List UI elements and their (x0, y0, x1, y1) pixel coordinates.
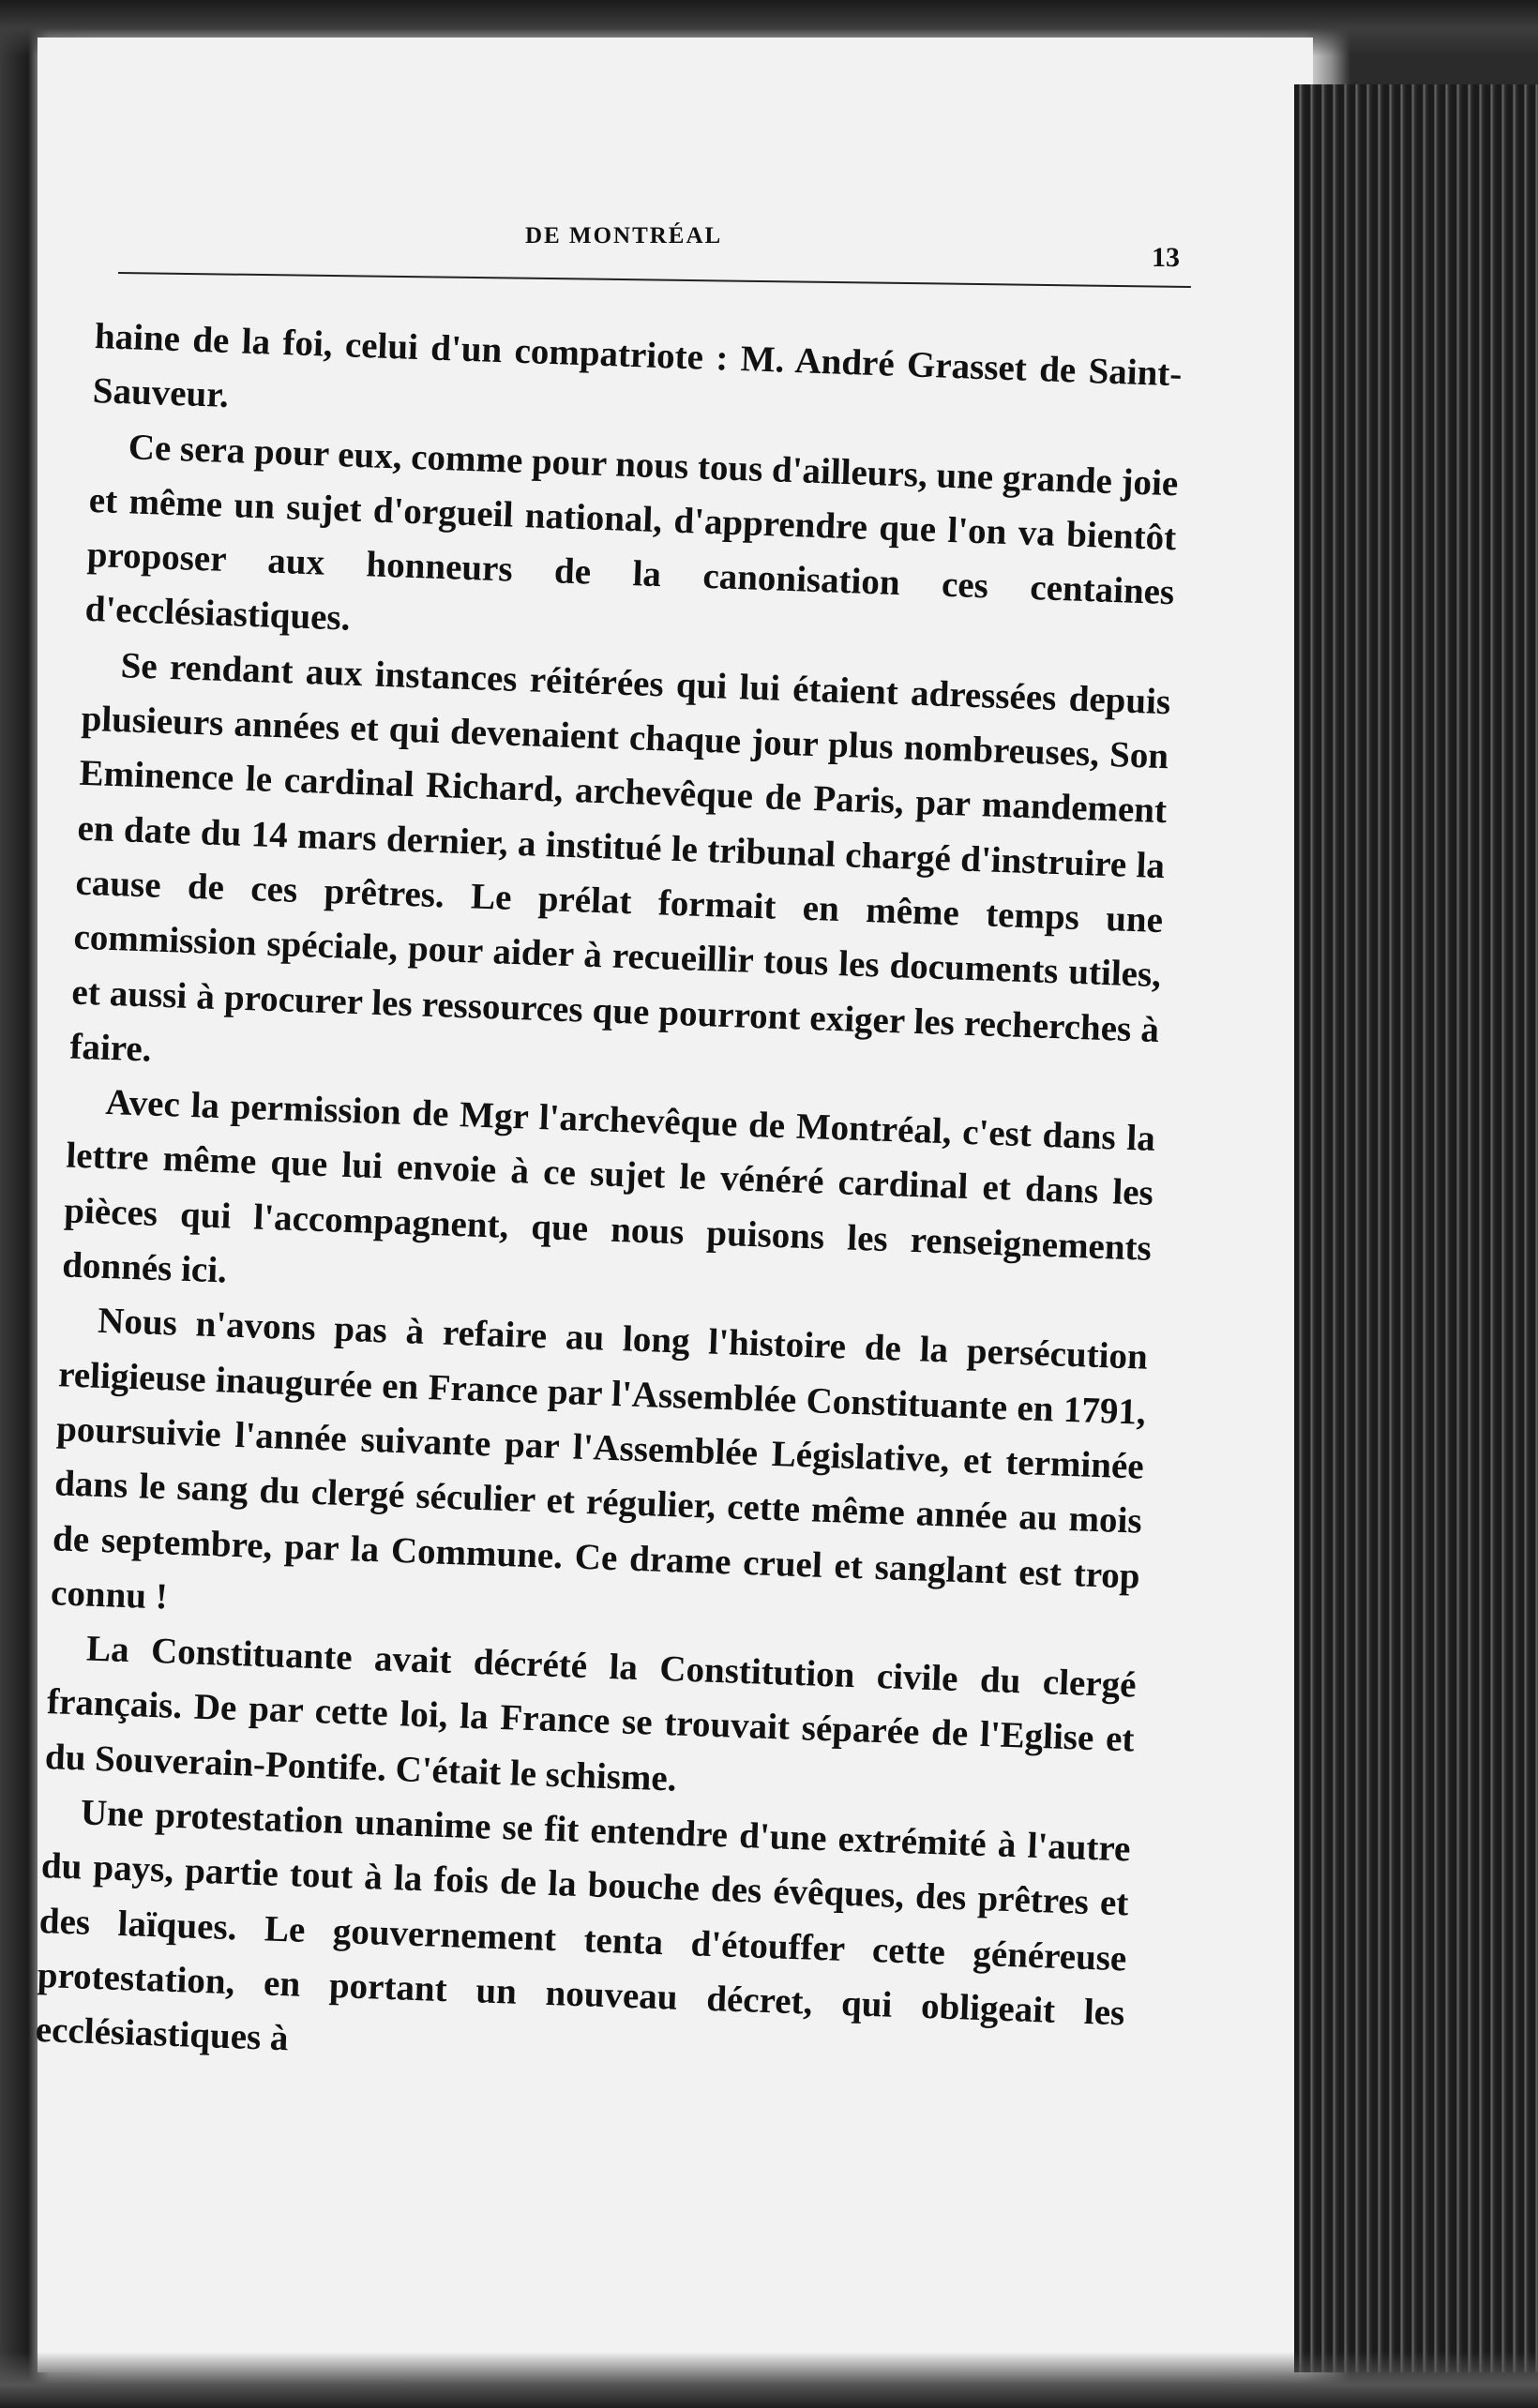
paragraph: haine de la foi, celui d'un compatriote : M. André Grasset de Saint-Sauveur. (92, 315, 1184, 416)
page-number: 13 (1152, 242, 1180, 273)
paragraph: Avec la permission de Mgr l'archevêque de Montréal, c'est dans la lettre même que lui envoie à ce sujet le vénéré cardinal et dans les pièces qui l'accompagnent, que nous puisons les renseignements donnés ici. (61, 1082, 1156, 1291)
book-page-edges (1294, 84, 1538, 2372)
paragraph: La Constituante avait décrété la Constitution civile du clergé français. De par cette loi, la France se trouvait séparée de l'Eglise et du Souverain-Pontife. C'était le schisme. (44, 1628, 1138, 1799)
body-text (35, 309, 1183, 2096)
paragraph: Nous n'avons pas à refaire au long l'histoire de la persécution religieuse inaugurée en France par l'Assemblée Constituante en 1791, poursuivie l'année suivante par l'Assemblée Législative, et terminée dans le sang du clergé séculier et régulier, cette même année au mois de septembre, par la Commune. Ce drame cruel et sanglant est trop connu ! (50, 1301, 1149, 1618)
paragraph: Ce sera pour eux, comme pour nous tous d'ailleurs, une grande joie et même un sujet d'orgueil national, d'apprendre que l'on va bientôt proposer aux honneurs de la canonisation ces centaines d'ecclésiastiques. (84, 426, 1179, 640)
scan-bottom-shadow (0, 2352, 1538, 2408)
running-head: DE MONTRÉAL (525, 223, 723, 248)
paragraph: Se rendant aux instances réitérées qui lui étaient adressées depuis plusieurs années et qui devenaient chaque jour plus nombreuses, Son Eminence le cardinal Richard, archevêque de Paris, par mandement en date du 14 mars dernier, a institué le tribunal chargé d'instruire la cause de ces prêtres. Le prélat formait en même temps une commission spéciale, pour aider à recueillir tous les documents utiles, et aussi à procurer les ressources que pourront exiger les recherches à faire. (68, 644, 1171, 1070)
paragraph: Une protestation unanime se fit entendre d'une extrémité à l'autre du pays, partie tout à la fois de la bouche des évêques, des prêtres et des laïques. Le gouvernement tenta d'étouffer cette généreuse protestation, en portant un nouveau décret, qui obligeait les ecclésiastiques à (35, 1792, 1132, 2059)
